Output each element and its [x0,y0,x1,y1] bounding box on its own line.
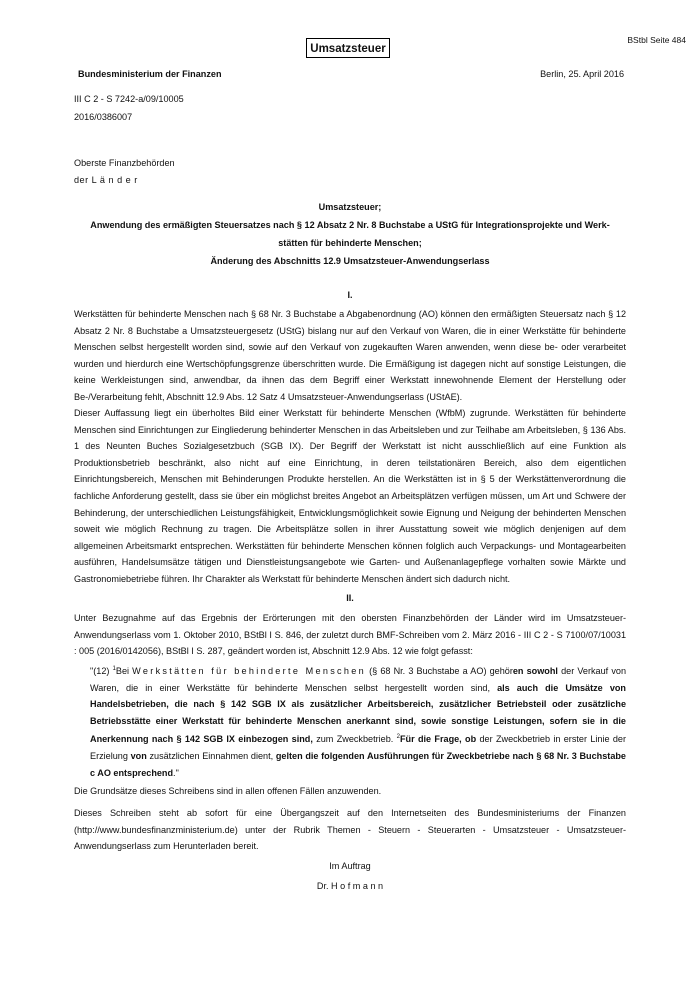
publication-note: Dieses Schreiben steht ab sofort für eine Übergangszeit auf den Internetseiten des Bundesministeriums der Finanzen (http://www.bundesfinanzministerium.de) unter der Rubrik Themen - Steuern - Steuerarten - Umsatzsteuer - Umsatzsteuer-Anwendungserlass zum Herunterladen bereit. [74,808,626,852]
section-2-intro: Unter Bezugnahme auf das Ergebnis der Erörterungen mit den obersten Finanzbehörden der Länder wird im Umsatzsteuer-Anwendungserlass vom 1. Oktober 2010, BStBl I S. 846, der zuletzt durch BMF-Schreiben vom 2. März 2016 - III C 2 - S 7100/07/10031 : 005 (2016/0142056), BStBl I S. 287, geändert worden ist, Abschnitt 12.9 Abs. 12 wie folgt gefasst: [74,613,626,657]
recipient-line-1: Oberste Finanzbehörden [74,158,175,168]
page-reference: BStbl Seite 484 [627,35,686,45]
document-category-box: Umsatzsteuer [306,38,390,58]
recipient-line-2: der L ä n d e r [74,175,138,185]
subject-title-line-2: Anwendung des ermäßigten Steuersatzes nach § 12 Absatz 2 Nr. 8 Buchstabe a UStG für Integrationsprojekte und Werk- [90,220,610,230]
section-1-paragraph-2: Dieser Auffassung liegt ein überholtes Bild einer Werkstatt für behinderte Menschen (WfbM) zugrunde. Werkstätten für behinderte Menschen sind Einrichtungen zur Eingliederung behinderter Menschen in das Arbeitsleben und zur Teilhabe am Arbeitsleben, § 136 Abs. 1 des Neunten Buches Sozialgesetzbuch (SGB IX). Der Begriff der Werkstatt ist nicht ausschließlich auf eine Funktion als Produktionsbetrieb beschränkt, also nicht auf eine Einrichtung, in deren teilstationären Bereich, also dem eigentlichen Einrichtungsbereich, Menschen mit Behinderungen Produkte herstellen. An die Werkstätten ist in § 5 der Werkstättenverordnung die fachliche Anforderung gestellt, dass sie über ein möglichst breites Angebot an Arbeitsplätzen verfügen müssen, um Art und Schwere der Behinderung, der unterschiedlichen Leistungsfähigkeit, Entwicklungsmöglichkeit sowie Eignung und Neigung der behinderten Menschen soweit wie möglich Rechnung zu tragen. Die Arbeitsplätze sollen in ihrer Ausstattung soweit wie möglich denjenigen auf dem allgemeinen Arbeitsmarkt entsprechen. Werkstätten für behinderte Menschen können folglich auch Verpackungs- und Montagearbeiten ausführen, Handelsumsätze tätigen und Dienstleistungsangebote wie Garten- und Außenanlagepflege vorhalten sowie Märkte und Gastronomiebetriebe führen. Ihr Charakter als Werkstatt für behinderte Menschen ändert sich dadurch nicht. [74,408,626,584]
section-1-paragraph-1: Werkstätten für behinderte Menschen nach § 68 Nr. 3 Buchstabe a Abgabenordnung (AO) können den ermäßigten Steuersatz nach § 12 Absatz 2 Nr. 8 Buchstabe a Umsatzsteuergesetz (UStG) bislang nur auf den Verkauf von Waren, die in einer Werkstätte für behinderte Menschen selbst hergestellt worden sind, sowie auf den Verkauf von zugekauften Waren anwenden, wenn diese be- oder verarbeitet wurden und hierdurch eine Wertschöpfungsgrenze überschritten wurde. Die Ermäßigung ist dagegen nicht auf sonstige Leistungen, die keine Werkleistungen sind, anwendbar, da ihnen das dem Begriff einer Werkstatt innewohnende Element der Herstellung oder Be-/Verarbeitung fehlt, Abschnitt 12.9 Abs. 12 Satz 4 Umsatzsteuer-Anwendungserlass (UStAE). [74,309,626,402]
section-heading-2: II. [346,593,354,603]
application-note: Die Grundsätze dieses Schreibens sind in allen offenen Fällen anzuwenden. [74,786,382,796]
amended-text-quote: "(12) $^1$Bei Werkstätten für behinderte Menschen (§ 68 Nr. 3 Buchstabe a AO) gehören sowohl der Verkauf von Waren, die in einer Werkstätte für behinderte Menschen selbst hergestellt worden sind, als auch die Umsätze von Handelsbetrieben, die nach § 142 SGB IX als zusätzlicher Arbeitsbereich, zusätzlicher Betriebsteil oder zusätzliche Betriebsstätte einer Werkstatt für behinderte Menschen anerkannt sind, sowie sonstige Leistungen, sofern sie in die Anerkennung nach § 142 SGB IX einbezogen sind, zum Zweckbetrieb. $^2$Für die Frage, ob der Zweckbetrieb in erster Linie der Erzielung von zusätzlichen Einnahmen dient, gelten die folgenden Ausführungen für Zweckbetriebe nach § 68 Nr. 3 Buchstabe c AO entsprechend." [90,666,626,778]
subject-title-line-3: stätten für behinderte Menschen; [278,238,422,248]
subject-title-line-4: Änderung des Abschnitts 12.9 Umsatzsteuer-Anwendungserlass [210,256,490,266]
dateline: Berlin, 25. April 2016 [540,69,624,79]
signature-by-order: Im Auftrag [329,861,371,871]
issuing-ministry: Bundesministerium der Finanzen [78,69,222,79]
subject-title-line-1: Umsatzsteuer; [318,202,382,212]
signature-name: Dr. H o f m a n n [316,881,384,891]
reference-number: III C 2 - S 7242-a/09/10005 [74,94,184,104]
subject-title [74,198,626,270]
section-heading-1: I. [347,290,353,300]
document-number: 2016/0386007 [74,112,133,122]
